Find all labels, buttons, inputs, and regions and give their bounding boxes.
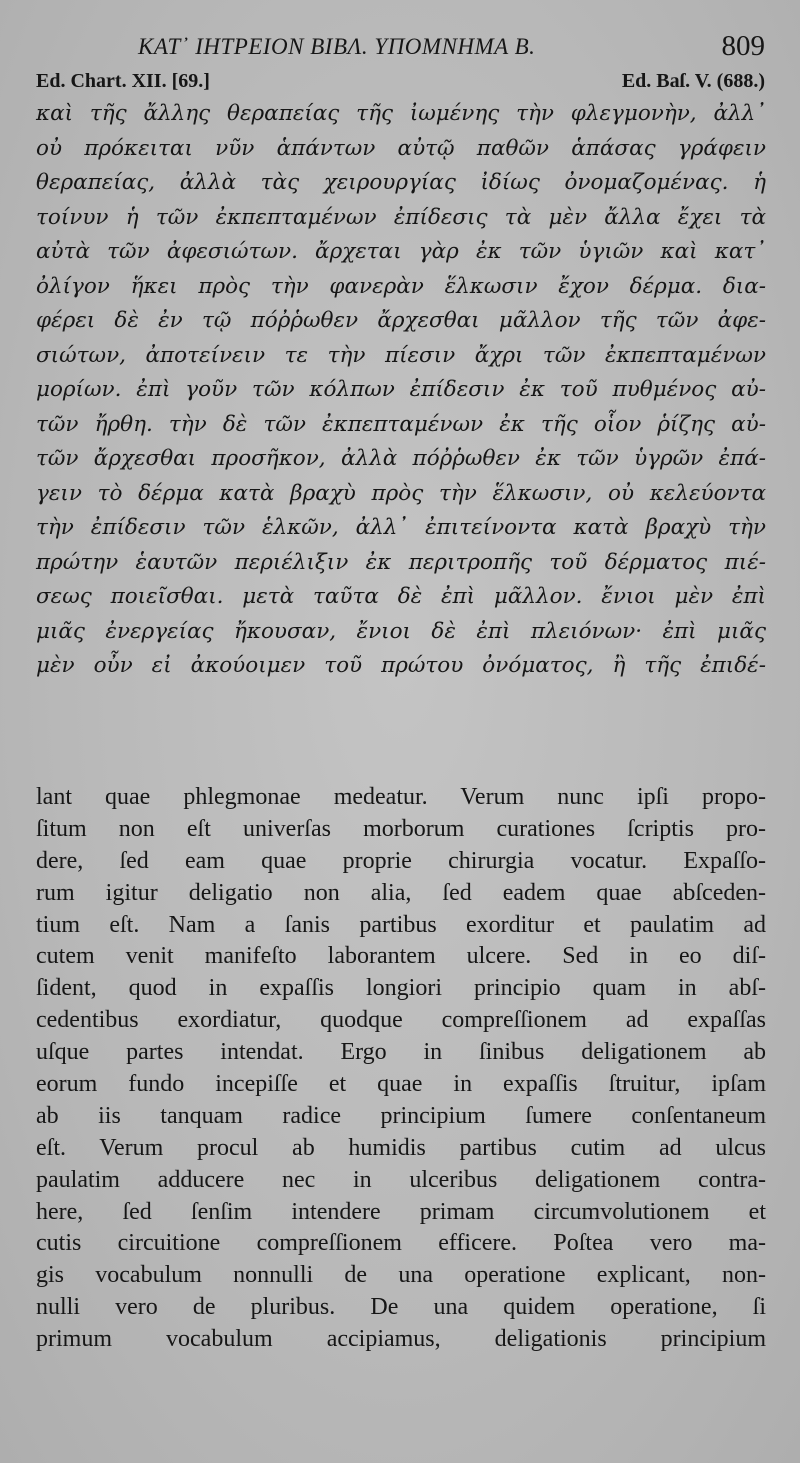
greek-text-line: τῶν ἤρθη. τὴν δὲ τῶν ἐκπεπταμένων ἐκ τῆς οἷον ῥίζης αὐ- — [36, 411, 766, 437]
latin-text-line: ab iis tanquam radice principium ſumere conſentaneum — [36, 1102, 766, 1129]
latin-text-line: uſque partes intendat. Ergo in ſinibus deligationem ab — [36, 1039, 766, 1066]
latin-text-line: ſitum non eſt univerſas morborum curationes ſcriptis pro- — [36, 815, 766, 842]
greek-text-line: μὲν οὖν εἰ ἀκούοιμεν τοῦ πρώτου ὀνόματος, ἢ τῆς ἐπιδέ- — [36, 653, 766, 678]
greek-text-line: σιώτων, ἀποτείνειν τε τὴν πίεσιν ἄχρι τῶν ἐκπεπταμένων — [36, 342, 766, 368]
edition-chartier: Ed. Chart. XII. [69.] — [36, 70, 210, 92]
greek-text-line: φέρει δὲ ἐν τῷ πόῤῥωθεν ἄρχεσθαι μᾶλλον τῆς τῶν ἀφε- — [36, 308, 766, 333]
greek-text-line: τῶν ἄρχεσθαι προσῆκον, ἀλλὰ πόῤῥωθεν ἐκ τῶν ὑγρῶν ἐπά- — [36, 446, 766, 471]
greek-text-line: τοίνυν ἡ τῶν ἐκπεπταμένων ἐπίδεσις τὰ μὲν ἄλλα ἔχει τὰ — [36, 204, 766, 230]
greek-text-line: οὐ πρόκειται νῦν ἁπάντων αὐτῷ παθῶν ἁπάσας γράφειν — [36, 135, 766, 161]
latin-text-line: cedentibus exordiatur, quodque compreſſionem ad expaſſas — [36, 1007, 766, 1034]
latin-text-line: paulatim adducere nec in ulceribus deligationem contra- — [36, 1166, 766, 1193]
edition-references — [36, 70, 765, 100]
edition-basel: Ed. Baſ. V. (688.) — [621, 70, 765, 92]
greek-text-line: πρώτην ἑαυτῶν περιέλιξιν ἐκ περιτροπῆς τοῦ δέρματος πιέ- — [36, 549, 766, 575]
latin-text-line: eſt. Verum procul ab humidis partibus cutim ad ulcus — [36, 1134, 766, 1161]
greek-text-line: μιᾶς ἐνεργείας ἤκουσαν, ἔνιοι δὲ ἐπὶ πλειόνων· ἐπὶ μιᾶς — [36, 618, 766, 644]
greek-text-line: ὀλίγον ἥκει πρὸς τὴν φανερὰν ἕλκωσιν ἔχον δέρμα. δια- — [36, 273, 766, 299]
greek-text-block — [36, 97, 766, 684]
latin-text-line: tium eſt. Nam a ſanis partibus exorditur et paulatim ad — [36, 911, 766, 938]
latin-text-block — [36, 782, 766, 1356]
latin-text-line: ſident, quod in expaſſis longiori principio quam in abſ- — [36, 975, 766, 1002]
greek-text-line: καὶ τῆς ἄλλης θεραπείας τῆς ἰωμένης τὴν φλεγμονὴν, ἀλλ᾿ — [36, 101, 766, 126]
latin-text-line: gis vocabulum nonnulli de una operatione explicant, non- — [36, 1262, 766, 1289]
latin-text-line: lant quae phlegmonae medeatur. Verum nunc ipſi propo- — [36, 784, 766, 810]
greek-text-line: αὐτὰ τῶν ἀφεσιώτων. ἄρχεται γὰρ ἐκ τῶν ὑγιῶν καὶ κατ᾿ — [36, 239, 766, 264]
latin-text-line: primum vocabulum accipiamus, deligationis principium — [36, 1326, 766, 1353]
latin-text-line: dere, ſed eam quae proprie chirurgia vocatur. Expaſſo- — [36, 847, 766, 874]
running-head — [40, 28, 765, 68]
greek-text-line: τὴν ἐπίδεσιν τῶν ἑλκῶν, ἀλλ᾿ ἐπιτείνοντα κατὰ βραχὺ τὴν — [36, 515, 766, 540]
greek-text-line: γειν τὸ δέρμα κατὰ βραχὺ πρὸς τὴν ἕλκωσιν, οὐ κελεύοντα — [36, 480, 766, 506]
greek-text-line: θεραπείας, ἀλλὰ τὰς χειρουργίας ἰδίως ὀνομαζομένας. ἡ — [36, 170, 766, 195]
greek-text-line: μορίων. ἐπὶ γοῦν τῶν κόλπων ἐπίδεσιν ἐκ τοῦ πυθμένος αὐ- — [36, 377, 766, 402]
latin-text-line: cutem venit manifeſto laborantem ulcere. Sed in eo diſ- — [36, 943, 766, 970]
latin-text-line: here, ſed ſenſim intendere primam circumvolutionem et — [36, 1198, 766, 1225]
latin-text-line: rum igitur deligatio non alia, ſed eadem quae abſceden- — [36, 879, 766, 906]
greek-text-line: σεως ποιεῖσθαι. μετὰ ταῦτα δὲ ἐπὶ μᾶλλον. ἔνιοι μὲν ἐπὶ — [36, 584, 766, 609]
running-title: ΚΑΤ᾿ ΙΗΤΡΕΙΟΝ ΒΙΒΛ. ΥΠΟΜΝΗΜΑ Β. — [138, 34, 536, 59]
latin-text-line: nulli vero de pluribus. De una quidem operatione, ſi — [36, 1294, 766, 1321]
page-number: 809 — [721, 30, 765, 62]
latin-text-line: cutis circuitione compreſſionem efficere. Poſtea vero ma- — [36, 1230, 766, 1257]
latin-text-line: eorum fundo incepiſſe et quae in expaſſis ſtruitur, ipſam — [36, 1071, 766, 1098]
